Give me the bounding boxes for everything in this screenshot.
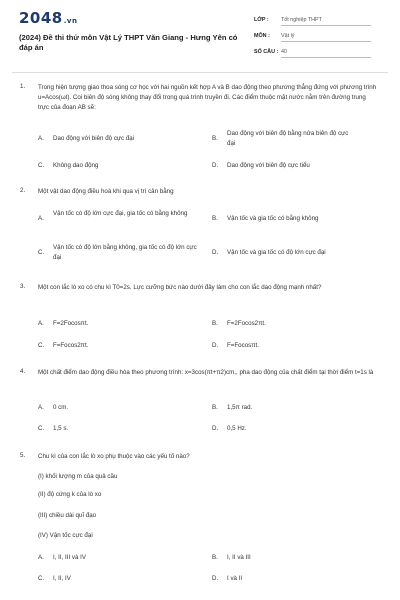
option-letter: C. <box>38 342 45 349</box>
option-letter: A. <box>38 404 44 411</box>
option-text: F=Focos2πt. <box>53 342 89 349</box>
option-letter: B. <box>212 404 218 411</box>
option-text: Vận tốc và gia tốc có bằng không <box>227 215 319 222</box>
option-letter: B. <box>212 135 218 142</box>
option-text: Không dao động <box>53 162 99 169</box>
option-text: F=2Focos2πt. <box>227 320 266 327</box>
meta-row-question-count <box>254 46 382 62</box>
statement-item: (I) khối lượng m của quả cầu <box>38 473 118 480</box>
option-text: Vận tốc có độ lớn bằng không, gia tốc có độ lớn cực đại <box>53 244 197 261</box>
option-text: I, II, IV <box>53 575 71 582</box>
option-letter: D. <box>212 425 219 432</box>
option-text: I và II <box>227 575 243 582</box>
question-text: Một vật dao động điều hoà khi qua vị trí cân bằng <box>38 188 174 195</box>
option-letter: C. <box>38 425 45 432</box>
option-letter: A. <box>38 554 44 561</box>
meta-label: MÔN : <box>254 33 270 39</box>
option-letter: D. <box>212 342 219 349</box>
meta-row-subject <box>254 30 382 46</box>
statement-item: (IV) Vận tốc cực đại <box>38 532 93 539</box>
option-text: 1,5 s. <box>53 425 69 432</box>
document-meta <box>254 14 382 62</box>
statement-item: (II) độ cứng k của lò xo <box>38 491 102 498</box>
option-text: 0,5 Hz. <box>227 425 247 432</box>
option-letter: C. <box>38 162 45 169</box>
option-text: 1,5π rad. <box>227 404 253 411</box>
question-number: 5. <box>20 452 26 459</box>
option-text: F=Focosπt. <box>227 342 259 349</box>
option-letter: A. <box>38 215 44 222</box>
option-letter: D. <box>212 575 219 582</box>
option-letter: D. <box>212 249 219 256</box>
option-letter: C. <box>38 249 45 256</box>
option-text: Vận tốc và gia tốc có độ lớn cực đại <box>227 249 326 256</box>
meta-value: 40 <box>281 49 371 58</box>
meta-value: Vật lý <box>281 33 371 42</box>
question-number: 2. <box>20 187 26 194</box>
meta-label: LỚP : <box>254 17 269 23</box>
question-text: Chu kì của con lắc lò xo phụ thuộc vào các yếu tố nào? <box>38 453 190 460</box>
option-letter: A. <box>38 135 44 142</box>
option-letter: B. <box>212 215 218 222</box>
question-number: 4. <box>20 368 26 375</box>
question-text: Trong hiện tượng giao thoa sóng cơ học với hai nguồn kết hợp A và B dao động theo phương thẳng đứng với phương trình u=Acos(ωt). Coi biên độ sóng không thay đổi trong quá trình truyền đi. Các điểm thuộc mặt nước nằm trên đường trung trực của đoạn AB sẽ: <box>38 84 377 111</box>
logo-main: 2048 <box>19 9 63 27</box>
option-text: Dao động với biên độ cực đại <box>53 135 135 142</box>
option-text: I, II, III và IV <box>53 554 87 561</box>
option-text: I, II và III <box>227 554 251 561</box>
option-text: Dao động với biên độ cực tiểu <box>227 162 310 169</box>
option-text: Dao động với biên độ bằng nửa biên độ cực đại <box>227 130 349 147</box>
meta-label: SỐ CÂU : <box>254 49 279 55</box>
question-text: Một chất điểm dao động điều hòa theo phương trình: x=3cos(πt+π2)cm,, pha dao động của chất điểm tại thời điểm t=1s là <box>38 369 374 376</box>
statement-item: (III) chiều dài quĩ đạo <box>38 512 97 519</box>
option-letter: C. <box>38 575 45 582</box>
option-text: F=2Focosπt. <box>53 320 89 327</box>
meta-row-class <box>254 14 382 30</box>
option-text: Vận tốc có độ lớn cực đại, gia tốc có bằng không <box>53 210 188 217</box>
page-header <box>0 0 400 72</box>
option-letter: B. <box>212 554 218 561</box>
option-text: 0 cm. <box>53 404 69 411</box>
site-logo[interactable] <box>19 9 77 27</box>
question-number: 1. <box>20 83 26 90</box>
question-number: 3. <box>20 283 26 290</box>
header-divider <box>12 72 388 73</box>
option-letter: B. <box>212 320 218 327</box>
option-letter: A. <box>38 320 44 327</box>
meta-value: Tốt nghiệp THPT <box>281 17 371 26</box>
document-title: (2024) Đề thi thử môn Vật Lý THPT Văn Giang - Hưng Yên có đáp án <box>19 33 238 52</box>
logo-suffix: .vn <box>63 17 78 25</box>
question-text: Một con lắc lò xo có chu kì T0=2s. Lực cưỡng bức nào dưới đây làm cho con lắc dao động mạnh nhất? <box>38 284 322 291</box>
option-letter: D. <box>212 162 219 169</box>
